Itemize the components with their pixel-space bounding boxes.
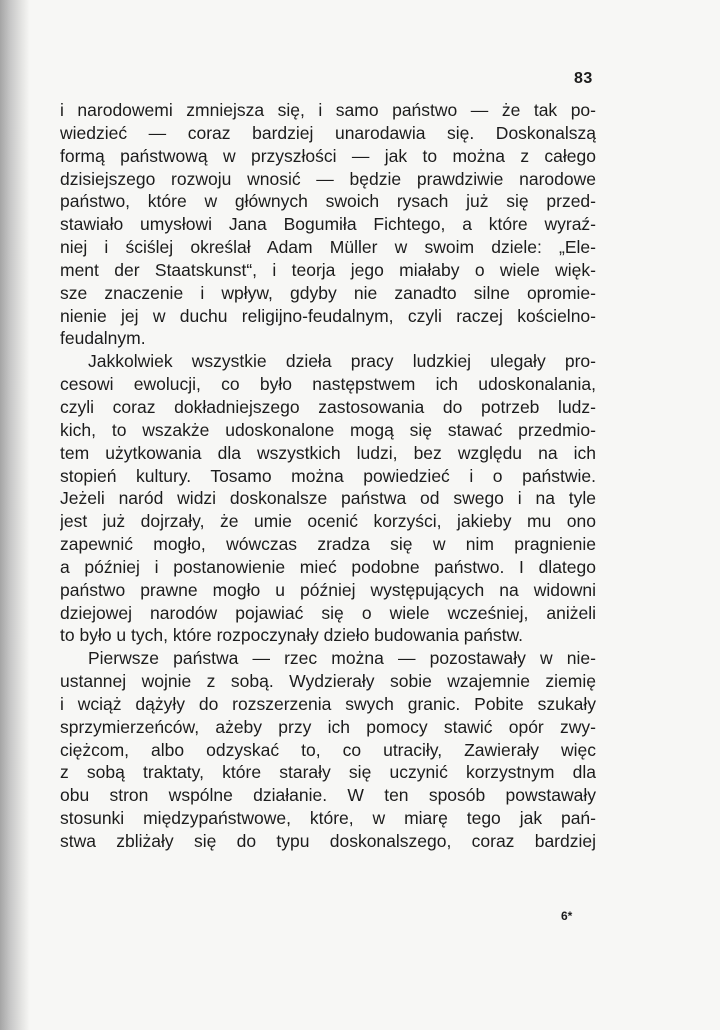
text-line: sprzymierzeńców, ażeby przy ich pomocy stawić opór zwy- [60, 716, 596, 737]
paragraph-2 [60, 350, 596, 647]
page-binding-shadow [0, 0, 30, 1030]
text-line: Jeżeli naród widzi doskonalsze państwa od swego i na tyle [60, 488, 596, 509]
text-line: czyli coraz dokładniejszego zastosowania do potrzeb ludz- [60, 396, 596, 417]
text-line: Jakkolwiek wszystkie dzieła pracy ludzkiej ulegały pro- [88, 351, 596, 372]
text-line: obu stron wspólne działanie. W ten sposób powstawały [60, 785, 596, 806]
body-text [60, 99, 596, 853]
text-line: z sobą traktaty, które starały się uczynić korzystnym dla [60, 762, 596, 783]
text-line: stwa zbliżały się do typu doskonalszego, coraz bardziej [60, 831, 596, 851]
page-number: 83 [574, 70, 593, 87]
text-line: formą państwową w przyszłości — jak to można z całego [60, 145, 596, 166]
text-line: i wciąż dążyły do rozszerzenia swych granic. Pobite szukały [60, 693, 596, 714]
text-line: kich, to wszakże udoskonalone mogą się stawać przedmio- [60, 419, 596, 440]
text-line: ciężcom, albo odzyskać to, co utraciły, Zawierały więc [60, 739, 596, 760]
text-line: to było u tych, które rozpoczynały dzieło budowania państw. [60, 625, 524, 646]
text-line: państwo, które w głównych swoich rysach już się przed- [60, 191, 596, 212]
text-line: i narodowemi zmniejsza się, i samo państwo — że tak po- [60, 100, 596, 120]
text-line: Pierwsze państwa — rzec można — pozostawały w nie- [88, 648, 596, 669]
printer-signature-mark: 6* [561, 909, 573, 923]
text-line: stopień kultury. Tosamo można powiedzieć i o państwie. [60, 465, 596, 486]
text-line: niej i ściślej określał Adam Müller w swoim dziele: „Ele- [60, 237, 596, 258]
text-line: jest już dojrzały, że umie ocenić korzyści, jakieby mu ono [60, 511, 596, 532]
text-line: stawiało umysłowi Jana Bogumiła Fichtego, a które wyraź- [60, 214, 596, 235]
text-line: stosunki międzypaństwowe, które, w miarę tego jak pań- [60, 808, 596, 829]
paragraph-1 [60, 99, 596, 350]
text-line: ustannej wojnie z sobą. Wydzierały sobie wzajemnie ziemię [60, 671, 596, 692]
text-line: a później i postanowienie mieć podobne państwo. I dlatego [60, 556, 596, 577]
text-line: państwo prawne mogło u później występujących na widowni [60, 579, 596, 600]
text-line: ment der Staatskunst“, i teorja jego miałaby o wiele więk- [60, 259, 596, 280]
paragraph-3 [60, 647, 596, 853]
text-line: feudalnym. [60, 328, 146, 349]
text-line: sze znaczenie i wpływ, gdyby nie zanadto silne opromie- [60, 282, 596, 303]
text-line: dziejowej narodów pojawiać się o wiele wcześniej, aniżeli [60, 602, 596, 623]
text-line: wiedzieć — coraz bardziej unarodawia się. Doskonalszą [60, 122, 596, 143]
text-line: dzisiejszego rozwoju wnosić — będzie prawdziwie narodowe [60, 168, 596, 189]
text-line: zapewnić mogło, wówczas zradza się w nim pragnienie [60, 534, 596, 555]
text-line: tem użytkowania dla wszystkich ludzi, bez względu na ich [60, 442, 596, 463]
text-line: nienie jej w duchu religijno-feudalnym, czyli raczej kościelno- [60, 305, 596, 326]
text-line: cesowi ewolucji, co było następstwem ich udoskonalania, [60, 374, 596, 395]
